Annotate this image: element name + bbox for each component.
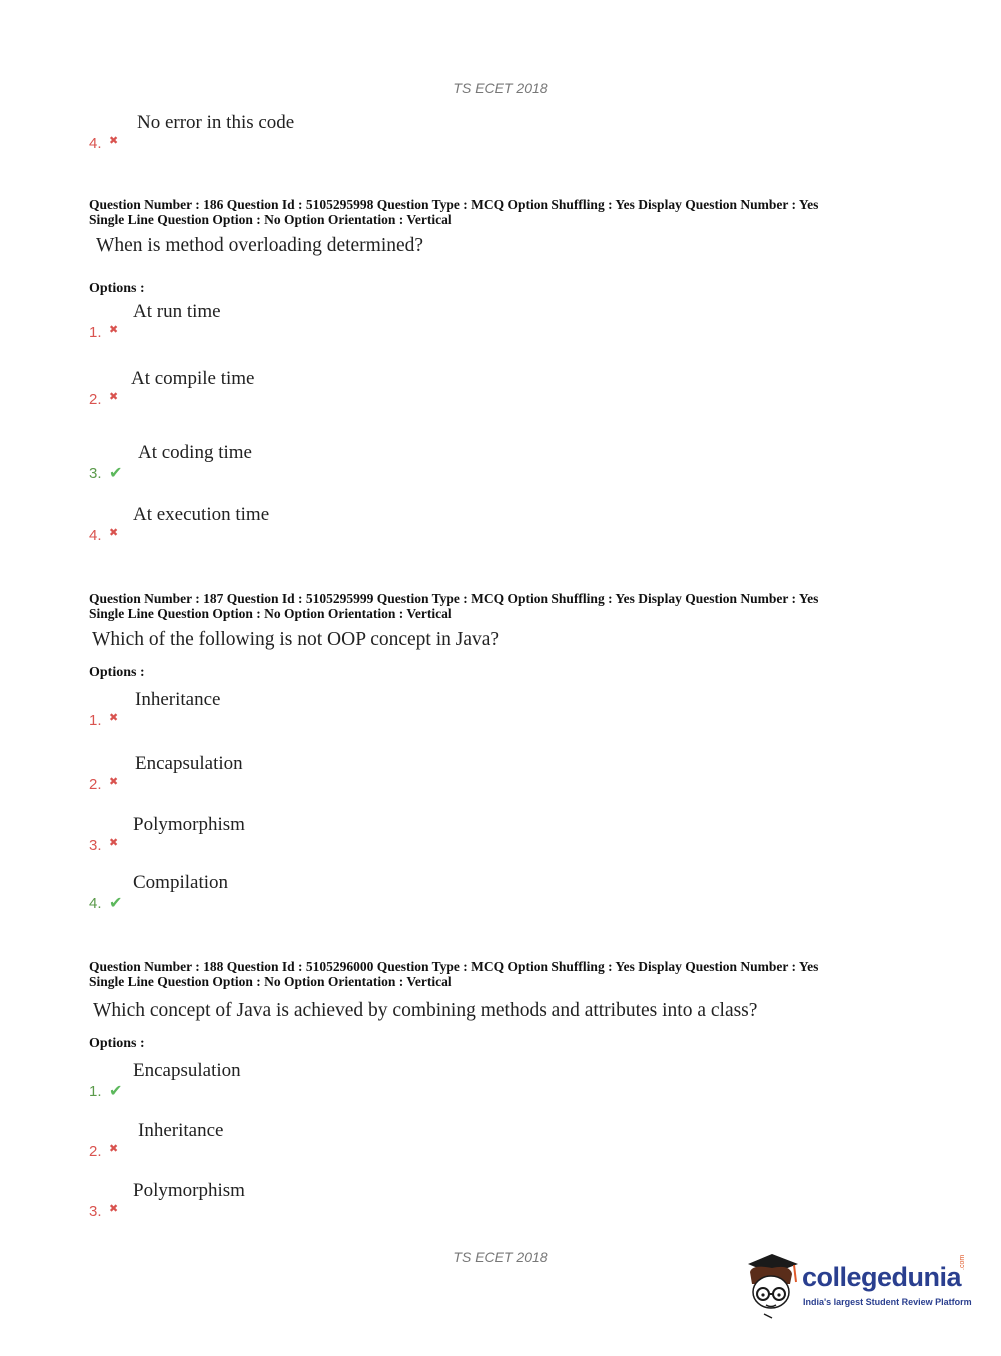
- option-text: Inheritance: [138, 1120, 224, 1141]
- cross-icon: ✖: [109, 775, 119, 788]
- option-item: [89, 1120, 389, 1160]
- option-text: At run time: [133, 301, 221, 322]
- option-item: [89, 689, 389, 729]
- check-icon: ✔: [109, 463, 123, 482]
- option-text: Compilation: [133, 872, 228, 893]
- option-number: 2.: [89, 1143, 102, 1160]
- cross-icon: ✖: [109, 836, 119, 849]
- option-number: 2.: [89, 391, 102, 408]
- option-text: Polymorphism: [133, 1180, 245, 1201]
- option-number: 3.: [89, 1203, 102, 1220]
- option-item: [89, 814, 389, 854]
- question-meta-line: Single Line Question Option : No Option Orientation : Vertical: [89, 974, 452, 989]
- option-number: 3.: [89, 465, 102, 482]
- option-text: At coding time: [138, 442, 252, 463]
- cross-icon: ✖: [109, 134, 119, 147]
- cross-icon: ✖: [109, 390, 119, 403]
- option-text: Inheritance: [135, 689, 221, 710]
- question-meta: [89, 591, 919, 621]
- logo-name: collegedunia: [802, 1262, 962, 1292]
- option-number: 1.: [89, 324, 102, 341]
- option-text: At compile time: [131, 368, 255, 389]
- option-item: [89, 753, 389, 793]
- question-meta-line: Question Number : 186 Question Id : 5105295998 Question Type : MCQ Option Shuffling : Yes Display Question Number : Yes: [89, 197, 819, 212]
- page-footer: TS ECET 2018: [453, 1249, 548, 1265]
- question-meta-line: Single Line Question Option : No Option Orientation : Vertical: [89, 606, 452, 621]
- option-text: No error in this code: [137, 112, 295, 133]
- question-meta: [89, 959, 919, 989]
- options-label: Options :: [89, 665, 145, 680]
- option-number: 4.: [89, 135, 102, 152]
- cross-icon: ✖: [109, 323, 119, 336]
- option-text: Encapsulation: [135, 753, 243, 774]
- logo-tagline: India's largest Student Review Platform: [803, 1297, 972, 1307]
- option-item: [89, 368, 389, 408]
- cross-icon: ✖: [109, 526, 119, 539]
- question-meta-line: Single Line Question Option : No Option Orientation : Vertical: [89, 212, 452, 227]
- option-number: 3.: [89, 837, 102, 854]
- option-text: Encapsulation: [133, 1060, 241, 1081]
- question-meta-line: Question Number : 187 Question Id : 5105295999 Question Type : MCQ Option Shuffling : Yes Display Question Number : Yes: [89, 591, 819, 606]
- option-item: [89, 1180, 389, 1220]
- question-text: When is method overloading determined?: [96, 235, 424, 256]
- option-item: [89, 1060, 389, 1100]
- page-header: TS ECET 2018: [453, 80, 548, 96]
- cross-icon: ✖: [109, 711, 119, 724]
- option-item: [89, 442, 389, 482]
- question-text: Which concept of Java is achieved by combining methods and attributes into a class?: [93, 1000, 758, 1021]
- mascot-icon: [742, 1250, 802, 1320]
- option-item: [89, 504, 389, 544]
- option-number: 4.: [89, 527, 102, 544]
- options-label: Options :: [89, 281, 145, 296]
- question-text: Which of the following is not OOP concept in Java?: [92, 629, 500, 650]
- options-label: Options :: [89, 1036, 145, 1051]
- logo-com: .com: [959, 1254, 966, 1270]
- option-item: [89, 872, 389, 912]
- question-meta-line: Question Number : 188 Question Id : 5105296000 Question Type : MCQ Option Shuffling : Yes Display Question Number : Yes: [89, 959, 819, 974]
- option-text: At execution time: [133, 504, 270, 525]
- question-meta: [89, 197, 919, 227]
- option-text: Polymorphism: [133, 814, 245, 835]
- option-item: [89, 301, 389, 341]
- cross-icon: ✖: [109, 1202, 119, 1215]
- option-number: 2.: [89, 776, 102, 793]
- option-number: 4.: [89, 895, 102, 912]
- option-item: [89, 112, 389, 152]
- option-number: 1.: [89, 712, 102, 729]
- cross-icon: ✖: [109, 1142, 119, 1155]
- collegedunia-logo: [742, 1250, 972, 1320]
- option-number: 1.: [89, 1083, 102, 1100]
- check-icon: ✔: [109, 893, 123, 912]
- check-icon: ✔: [109, 1081, 123, 1100]
